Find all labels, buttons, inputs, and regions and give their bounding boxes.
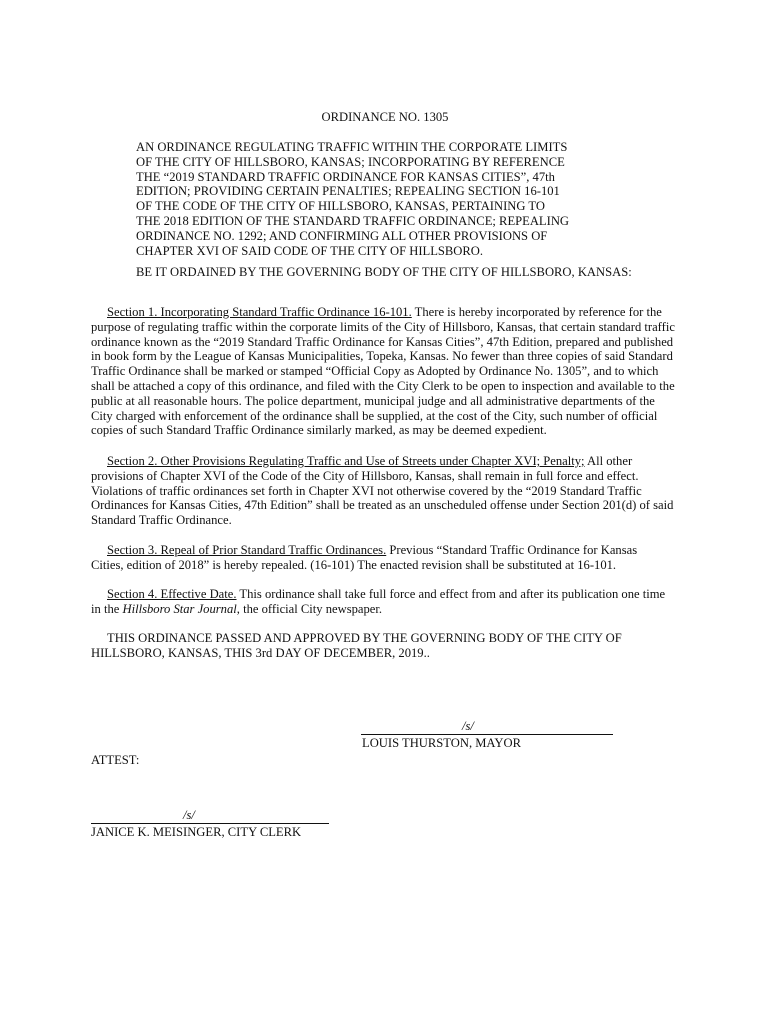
preamble-line: ORDINANCE NO. 1292; AND CONFIRMING ALL OTHER PROVISIONS OF <box>136 228 548 243</box>
ordinance-title: ORDINANCE NO. 1305 <box>321 110 449 124</box>
section-2-line: Standard Traffic Ordinance. <box>91 513 232 528</box>
preamble-line: AN ORDINANCE REGULATING TRAFFIC WITHIN THE CORPORATE LIMITS <box>136 140 568 154</box>
section-3-text: Previous “Standard Traffic Ordinance for Kansas <box>386 543 638 557</box>
section-4-first-line <box>91 587 681 602</box>
preamble-line: CHAPTER XVI OF SAID CODE OF THE CITY OF HILLSBORO. <box>136 243 484 258</box>
section-2-line: Violations of traffic ordinances set forth in Chapter XVI not otherwise covered by the “2019 Standard Traffic <box>91 483 642 498</box>
section-4 <box>91 587 681 617</box>
section-4-prefix: in the <box>91 601 123 616</box>
mayor-signature-line <box>361 734 613 735</box>
passage-line: HILLSBORO, KANSAS, THIS 3rd DAY OF DECEMBER, 2019.. <box>91 645 430 660</box>
preamble-line: OF THE CODE OF THE CITY OF HILLSBORO, KANSAS, PERTAINING TO <box>136 199 545 214</box>
clerk-signature-mark: /s/ <box>183 808 195 822</box>
ordinance-preamble <box>136 140 606 258</box>
section-1-line: copies of such Standard Traffic Ordinance similarly marked, as may be deemed expedient. <box>91 423 547 438</box>
section-1-heading: Section 1. Incorporating Standard Traffic Ordinance 16-101. <box>107 305 412 319</box>
mayor-signature-mark: /s/ <box>462 719 474 733</box>
section-1 <box>91 305 681 438</box>
section-1-line: City charged with enforcement of the ordinance shall be supplied, at the cost of the City, such number of official <box>91 408 658 423</box>
section-1-line: purpose of regulating traffic within the corporate limits of the City of Hillsboro, Kansas, that certain standard traffic <box>91 319 675 334</box>
preamble-line: OF THE CITY OF HILLSBORO, KANSAS; INCORPORATING BY REFERENCE <box>136 154 565 169</box>
enacting-clause: BE IT ORDAINED BY THE GOVERNING BODY OF THE CITY OF HILLSBORO, KANSAS: <box>136 265 632 279</box>
section-2-first-line <box>91 454 681 469</box>
clerk-name: JANICE K. MEISINGER, CITY CLERK <box>91 825 302 839</box>
section-3-line: Cities, edition of 2018” is hereby repealed. (16-101) The enacted revision shall be substituted at 16-101. <box>91 557 617 572</box>
attest-label: ATTEST: <box>91 753 140 767</box>
section-2 <box>91 454 681 528</box>
section-2-line: provisions of Chapter XVI of the Code of the City of Hillsboro, Kansas, shall remain in full force and effect. <box>91 468 639 483</box>
section-4-second-line <box>91 602 681 617</box>
preamble-line: THE “2019 STANDARD TRAFFIC ORDINANCE FOR KANSAS CITIES”, 47th <box>136 169 555 184</box>
section-3-first-line <box>91 543 681 558</box>
clerk-signature-line <box>91 823 329 824</box>
section-4-text: This ordinance shall take full force and effect from and after its publication one time <box>236 587 666 601</box>
passage-statement <box>91 631 681 661</box>
section-1-line: in book form by the League of Kansas Municipalities, Topeka, Kansas. No fewer than three copies of said Standard <box>91 349 673 364</box>
passage-line: THIS ORDINANCE PASSED AND APPROVED BY THE GOVERNING BODY OF THE CITY OF <box>107 631 622 645</box>
section-4-suffix: , the official City newspaper. <box>236 601 383 616</box>
mayor-name: LOUIS THURSTON, MAYOR <box>362 736 521 750</box>
section-1-text: There is hereby incorporated by reference for the <box>411 305 662 319</box>
preamble-line: THE 2018 EDITION OF THE STANDARD TRAFFIC ORDINANCE; REPEALING <box>136 213 570 228</box>
section-3-heading: Section 3. Repeal of Prior Standard Traffic Ordinances. <box>107 543 387 557</box>
section-1-line: Traffic Ordinance shall be marked or stamped “Official Copy as Adopted by Ordinance No. 1305”, and to which <box>91 364 659 379</box>
section-1-line: shall be attached a copy of this ordinance, and filed with the City Clerk to be open to inspection and available to the <box>91 378 675 393</box>
section-2-text: All other <box>584 454 633 468</box>
section-1-line: public at all reasonable hours. The police department, municipal judge and all administrative departments of the <box>91 393 655 408</box>
preamble-line: EDITION; PROVIDING CERTAIN PENALTIES; REPEALING SECTION 16-101 <box>136 184 560 199</box>
section-4-heading: Section 4. Effective Date. <box>107 587 237 601</box>
section-2-line: Ordinances for Kansas Cities, 47th Edition” shall be treated as an unscheduled offense under Section 201(d) of said <box>91 498 674 513</box>
section-2-heading: Section 2. Other Provisions Regulating Traffic and Use of Streets under Chapter XVI; Penalty; <box>107 454 585 468</box>
newspaper-name: Hillsboro Star Journal <box>122 601 237 616</box>
section-3 <box>91 543 681 573</box>
section-1-line: ordinance known as the “2019 Standard Traffic Ordinance for Kansas Cities”, 47th Edition, prepared and published <box>91 334 674 349</box>
section-1-first-line <box>91 305 681 320</box>
